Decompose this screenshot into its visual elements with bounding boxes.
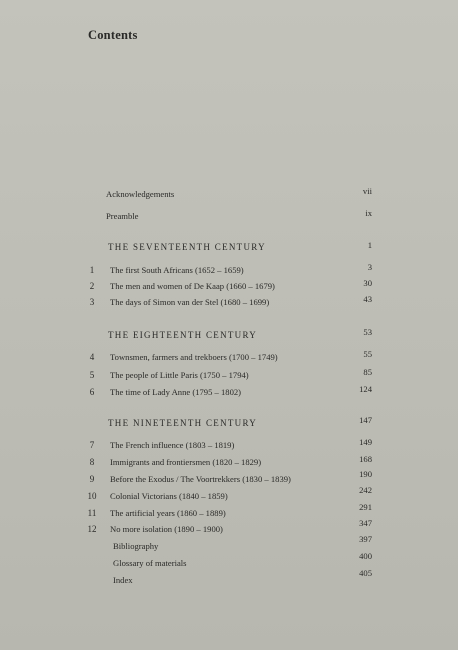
entry-page-number: 400 (359, 551, 372, 561)
chapter-page-number: 124 (359, 384, 372, 394)
toc-chapter-9 (0, 469, 458, 486)
entry-label: Acknowledgements (106, 189, 175, 199)
section-heading: THE SEVENTEENTH CENTURY (108, 242, 266, 252)
chapter-title: The French influence (1803 – 1819) (110, 440, 235, 450)
entry-page-number: vii (362, 186, 372, 196)
toc-entry-index (0, 568, 458, 587)
chapter-number: 2 (89, 281, 95, 291)
chapter-page-number: 43 (363, 294, 372, 304)
chapter-title: Colonial Victorians (1840 – 1859) (110, 491, 228, 501)
chapter-page-number: 85 (363, 367, 372, 377)
toc-chapter-12 (0, 518, 458, 536)
toc-chapter-2 (0, 279, 458, 293)
section-heading: THE EIGHTEENTH CENTURY (108, 330, 258, 340)
toc-chapter-8 (0, 455, 458, 469)
chapter-title: The days of Simon van der Stel (1680 – 1699) (110, 297, 270, 307)
chapter-title: Before the Exodus / The Voortrekkers (1830 – 1839) (110, 474, 291, 484)
toc-chapter-11 (0, 502, 458, 520)
section-heading-eighteenth-century (0, 328, 458, 342)
entry-page-number: ix (365, 208, 372, 218)
entry-label: Glossary of materials (113, 558, 187, 568)
chapter-page-number: 291 (359, 502, 372, 512)
toc-entry-glossary (0, 551, 458, 570)
chapter-page-number: 242 (359, 485, 372, 495)
chapter-page-number: 347 (359, 518, 372, 528)
section-page-number: 53 (363, 327, 372, 337)
chapter-page-number: 3 (367, 262, 372, 272)
section-page-number: 1 (367, 240, 372, 250)
chapter-number: 7 (89, 440, 95, 450)
chapter-page-number: 55 (363, 349, 372, 359)
chapter-title: The artificial years (1860 – 1889) (110, 508, 226, 518)
toc-entry-preamble (0, 209, 458, 223)
section-heading: THE NINETEENTH CENTURY (108, 418, 258, 428)
entry-page-number: 405 (359, 568, 372, 578)
chapter-number: 9 (89, 474, 95, 484)
section-page-number: 147 (359, 415, 372, 425)
chapter-number: 1 (89, 265, 95, 275)
toc-chapter-6 (0, 385, 458, 399)
chapter-title: No more isolation (1890 – 1900) (110, 524, 223, 534)
toc-chapter-1 (0, 263, 458, 277)
toc-chapter-5 (0, 368, 458, 382)
chapter-number: 12 (87, 524, 97, 534)
chapter-title: The time of Lady Anne (1795 – 1802) (110, 387, 242, 397)
chapter-number: 4 (89, 352, 95, 362)
toc-entry-acknowledgements (0, 187, 458, 201)
chapter-page-number: 30 (363, 278, 372, 288)
chapter-number: 11 (87, 508, 97, 518)
toc-chapter-3 (0, 295, 458, 309)
chapter-number: 8 (89, 457, 95, 467)
section-heading-nineteenth-century (0, 416, 458, 430)
toc-entry-bibliography (0, 534, 458, 553)
entry-page-number: 397 (359, 534, 372, 544)
entry-label: Preamble (106, 211, 139, 221)
chapter-number: 6 (89, 387, 95, 397)
chapter-title: The first South Africans (1652 – 1659) (110, 265, 244, 275)
chapter-page-number: 168 (359, 454, 372, 464)
chapter-title: Townsmen, farmers and trekboers (1700 – 1749) (110, 352, 278, 362)
entry-label: Bibliography (113, 541, 159, 551)
toc-chapter-10 (0, 485, 458, 503)
chapter-page-number: 149 (359, 437, 372, 447)
chapter-page-number: 190 (359, 469, 372, 479)
entry-label: Index (113, 575, 133, 585)
toc-chapter-4 (0, 350, 458, 364)
chapter-title: The people of Little Paris (1750 – 1794) (110, 370, 249, 380)
chapter-number: 10 (87, 491, 97, 501)
chapter-number: 3 (89, 297, 95, 307)
toc-chapter-7 (0, 438, 458, 452)
chapter-title: The men and women of De Kaap (1660 – 1679) (110, 281, 275, 291)
chapter-number: 5 (89, 370, 95, 380)
section-heading-seventeenth-century (0, 240, 458, 254)
page-title: Contents (88, 28, 138, 42)
chapter-title: Immigrants and frontiersmen (1820 – 1829) (110, 457, 262, 467)
